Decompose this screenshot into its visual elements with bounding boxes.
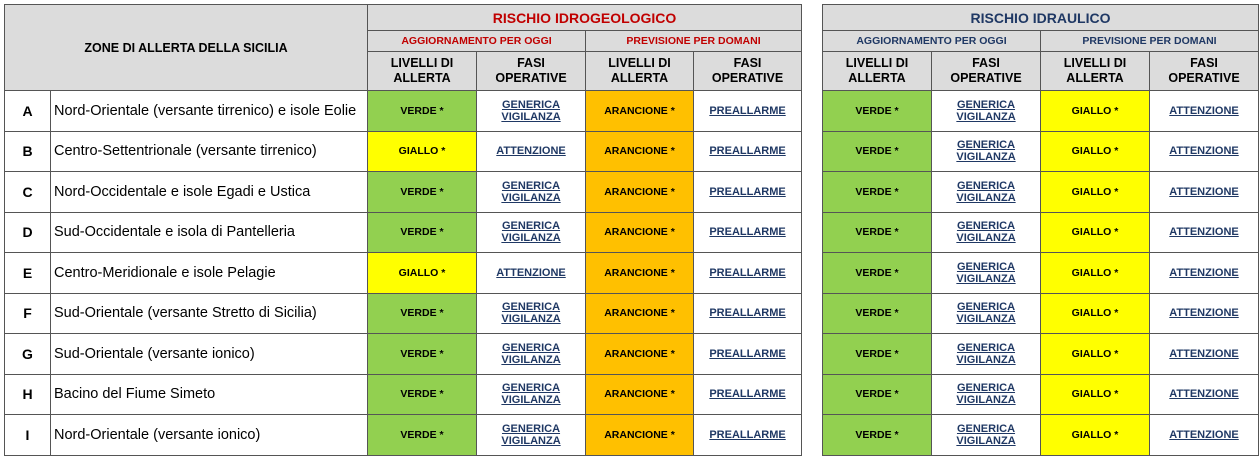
alert-level: ARANCIONE * xyxy=(586,91,694,132)
phase-line[interactable]: GENERICA xyxy=(501,382,561,395)
phase-line[interactable]: PREALLARME xyxy=(709,104,786,117)
alert-level: GIALLO * xyxy=(1041,212,1150,253)
phase-line[interactable]: GENERICA xyxy=(956,260,1016,273)
phase-line[interactable]: ATTENZIONE xyxy=(1169,347,1239,360)
alert-level: GIALLO * xyxy=(1041,334,1150,375)
operative-phase-link[interactable] xyxy=(694,253,802,294)
alert-level: VERDE * xyxy=(368,212,477,253)
zone-name: Centro-Meridionale e isole Pelagie xyxy=(51,253,368,294)
idraulico-table xyxy=(822,4,1259,456)
alert-level: VERDE * xyxy=(823,91,932,132)
phase-line[interactable]: ATTENZIONE xyxy=(1169,307,1239,320)
alert-level: GIALLO * xyxy=(1041,131,1150,172)
phase-line[interactable]: GENERICA xyxy=(956,301,1016,314)
alert-level: ARANCIONE * xyxy=(586,172,694,213)
phase-line[interactable]: GENERICA xyxy=(501,301,561,314)
zone-letter: I xyxy=(5,415,51,456)
table-row xyxy=(5,293,802,334)
alert-level: ARANCIONE * xyxy=(586,131,694,172)
alert-level: ARANCIONE * xyxy=(586,293,694,334)
idra-title: RISCHIO IDRAULICO xyxy=(823,5,1259,31)
operative-phase-link[interactable] xyxy=(1150,172,1259,213)
operative-phase-link[interactable] xyxy=(1150,334,1259,375)
phase-line[interactable]: GENERICA xyxy=(501,341,561,354)
phase-line[interactable]: GENERICA xyxy=(956,98,1016,111)
table-row xyxy=(823,253,1259,294)
phase-line[interactable]: VIGILANZA xyxy=(501,110,561,123)
alert-level: ARANCIONE * xyxy=(586,415,694,456)
phase-line[interactable]: GENERICA xyxy=(501,422,561,435)
zone-name: Sud-Occidentale e isola di Pantelleria xyxy=(51,212,368,253)
operative-phase-link[interactable] xyxy=(1150,91,1259,132)
table-row xyxy=(5,131,802,172)
zone-name: Nord-Occidentale e isole Egadi e Ustica xyxy=(51,172,368,213)
alert-level: VERDE * xyxy=(823,253,932,294)
phase-line[interactable]: PREALLARME xyxy=(709,347,786,360)
zone-name: Nord-Orientale (versante ionico) xyxy=(51,415,368,456)
idro-today-header: AGGIORNAMENTO PER OGGI xyxy=(368,31,586,52)
phase-line[interactable]: VIGILANZA xyxy=(956,313,1016,326)
idro-tomorrow-livelli-header: LIVELLI DI ALLERTA xyxy=(586,52,694,91)
operative-phase-link[interactable] xyxy=(932,172,1041,213)
phase-line[interactable]: ATTENZIONE xyxy=(1169,104,1239,117)
zone-letter: F xyxy=(5,293,51,334)
phase-line[interactable]: ATTENZIONE xyxy=(1169,145,1239,158)
alert-level: VERDE * xyxy=(368,91,477,132)
alert-level: VERDE * xyxy=(823,334,932,375)
alert-level: GIALLO * xyxy=(1041,415,1150,456)
alert-level: ARANCIONE * xyxy=(586,374,694,415)
phase-line[interactable]: VIGILANZA xyxy=(956,353,1016,366)
operative-phase-link[interactable] xyxy=(694,374,802,415)
phase-line[interactable]: ATTENZIONE xyxy=(1169,428,1239,441)
operative-phase-link[interactable] xyxy=(1150,415,1259,456)
alert-level: GIALLO * xyxy=(368,253,477,294)
zone-letter: H xyxy=(5,374,51,415)
zone-name: Sud-Orientale (versante ionico) xyxy=(51,334,368,375)
zone-header: ZONE DI ALLERTA DELLA SICILIA xyxy=(5,5,368,91)
operative-phase-link[interactable] xyxy=(932,415,1041,456)
zone-letter: G xyxy=(5,334,51,375)
idro-today-fasi-header: FASI OPERATIVE xyxy=(477,52,586,91)
phase-line[interactable]: VIGILANZA xyxy=(501,353,561,366)
phase-line[interactable]: VIGILANZA xyxy=(956,272,1016,285)
phase-line[interactable]: PREALLARME xyxy=(709,428,786,441)
operative-phase-link[interactable] xyxy=(477,91,586,132)
phase-line[interactable]: VIGILANZA xyxy=(956,191,1016,204)
idrogeologico-table xyxy=(4,4,802,456)
alert-level: VERDE * xyxy=(823,293,932,334)
operative-phase-link[interactable] xyxy=(477,212,586,253)
phase-line[interactable]: VIGILANZA xyxy=(501,434,561,447)
alert-level: VERDE * xyxy=(368,293,477,334)
operative-phase-link[interactable] xyxy=(1150,293,1259,334)
operative-phase-link[interactable] xyxy=(477,293,586,334)
table-row xyxy=(5,334,802,375)
phase-line[interactable]: VIGILANZA xyxy=(956,394,1016,407)
zone-letter: E xyxy=(5,253,51,294)
phase-line[interactable]: ATTENZIONE xyxy=(496,266,566,279)
zone-letter: A xyxy=(5,91,51,132)
operative-phase-link[interactable] xyxy=(932,293,1041,334)
operative-phase-link[interactable] xyxy=(477,415,586,456)
operative-phase-link[interactable] xyxy=(1150,374,1259,415)
phase-line[interactable]: PREALLARME xyxy=(709,145,786,158)
alert-level: ARANCIONE * xyxy=(586,212,694,253)
alert-level: VERDE * xyxy=(368,334,477,375)
alert-level: GIALLO * xyxy=(1041,374,1150,415)
operative-phase-link[interactable] xyxy=(694,172,802,213)
alert-level: VERDE * xyxy=(823,172,932,213)
zone-name: Bacino del Fiume Simeto xyxy=(51,374,368,415)
table-row xyxy=(823,374,1259,415)
alert-level: ARANCIONE * xyxy=(586,253,694,294)
alert-level: VERDE * xyxy=(368,374,477,415)
operative-phase-link[interactable] xyxy=(932,374,1041,415)
phase-line[interactable]: ATTENZIONE xyxy=(1169,388,1239,401)
idra-tomorrow-header: PREVISIONE PER DOMANI xyxy=(1041,31,1259,52)
idro-tomorrow-header: PREVISIONE PER DOMANI xyxy=(586,31,802,52)
table-row xyxy=(823,334,1259,375)
operative-phase-link[interactable] xyxy=(694,212,802,253)
idro-tomorrow-fasi-header: FASI OPERATIVE xyxy=(694,52,802,91)
operative-phase-link[interactable] xyxy=(477,131,586,172)
phase-line[interactable]: GENERICA xyxy=(956,179,1016,192)
phase-line[interactable]: ATTENZIONE xyxy=(1169,185,1239,198)
phase-line[interactable]: GENERICA xyxy=(956,422,1016,435)
alert-level: VERDE * xyxy=(368,415,477,456)
phase-line[interactable]: ATTENZIONE xyxy=(496,145,566,158)
table-row xyxy=(823,415,1259,456)
operative-phase-link[interactable] xyxy=(932,253,1041,294)
table-row xyxy=(823,91,1259,132)
alert-level: VERDE * xyxy=(823,131,932,172)
alert-level: GIALLO * xyxy=(1041,172,1150,213)
idra-today-fasi-header: FASI OPERATIVE xyxy=(932,52,1041,91)
alert-level: GIALLO * xyxy=(368,131,477,172)
idra-tomorrow-fasi-header: FASI OPERATIVE xyxy=(1150,52,1259,91)
operative-phase-link[interactable] xyxy=(694,131,802,172)
phase-line[interactable]: GENERICA xyxy=(501,220,561,233)
zone-letter: D xyxy=(5,212,51,253)
zone-name: Centro-Settentrionale (versante tirrenico) xyxy=(51,131,368,172)
operative-phase-link[interactable] xyxy=(477,374,586,415)
operative-phase-link[interactable] xyxy=(477,172,586,213)
table-row xyxy=(5,374,802,415)
table-row xyxy=(5,91,802,132)
alert-level: VERDE * xyxy=(823,415,932,456)
operative-phase-link[interactable] xyxy=(1150,212,1259,253)
operative-phase-link[interactable] xyxy=(932,131,1041,172)
operative-phase-link[interactable] xyxy=(694,415,802,456)
phase-line[interactable]: PREALLARME xyxy=(709,185,786,198)
table-row xyxy=(5,253,802,294)
operative-phase-link[interactable] xyxy=(694,293,802,334)
phase-line[interactable]: VIGILANZA xyxy=(956,232,1016,245)
idra-today-header: AGGIORNAMENTO PER OGGI xyxy=(823,31,1041,52)
operative-phase-link[interactable] xyxy=(1150,131,1259,172)
zone-letter: B xyxy=(5,131,51,172)
phase-line[interactable]: GENERICA xyxy=(501,98,561,111)
alert-level: GIALLO * xyxy=(1041,293,1150,334)
operative-phase-link[interactable] xyxy=(932,91,1041,132)
phase-line[interactable]: ATTENZIONE xyxy=(1169,266,1239,279)
zone-name: Nord-Orientale (versante tirrenico) e isole Eolie xyxy=(51,91,368,132)
operative-phase-link[interactable] xyxy=(1150,253,1259,294)
operative-phase-link[interactable] xyxy=(477,253,586,294)
phase-line[interactable]: VIGILANZA xyxy=(956,151,1016,164)
phase-line[interactable]: VIGILANZA xyxy=(501,191,561,204)
phase-line[interactable]: GENERICA xyxy=(956,220,1016,233)
phase-line[interactable]: VIGILANZA xyxy=(501,313,561,326)
table-row xyxy=(5,172,802,213)
operative-phase-link[interactable] xyxy=(477,334,586,375)
zone-letter: C xyxy=(5,172,51,213)
operative-phase-link[interactable] xyxy=(932,334,1041,375)
phase-line[interactable]: VIGILANZA xyxy=(956,110,1016,123)
table-row xyxy=(823,172,1259,213)
table-row xyxy=(823,131,1259,172)
phase-line[interactable]: PREALLARME xyxy=(709,226,786,239)
idro-today-livelli-header: LIVELLI DI ALLERTA xyxy=(368,52,477,91)
alert-level: GIALLO * xyxy=(1041,91,1150,132)
phase-line[interactable]: GENERICA xyxy=(956,139,1016,152)
alert-level: VERDE * xyxy=(823,212,932,253)
alert-level: VERDE * xyxy=(368,172,477,213)
table-row xyxy=(823,212,1259,253)
alert-level: ARANCIONE * xyxy=(586,334,694,375)
operative-phase-link[interactable] xyxy=(694,334,802,375)
table-row xyxy=(823,293,1259,334)
alert-level: GIALLO * xyxy=(1041,253,1150,294)
phase-line[interactable]: GENERICA xyxy=(501,179,561,192)
phase-line[interactable]: VIGILANZA xyxy=(501,394,561,407)
idra-tomorrow-livelli-header: LIVELLI DI ALLERTA xyxy=(1041,52,1150,91)
alert-level: VERDE * xyxy=(823,374,932,415)
operative-phase-link[interactable] xyxy=(932,212,1041,253)
phase-line[interactable]: PREALLARME xyxy=(709,307,786,320)
table-row xyxy=(5,415,802,456)
idra-today-livelli-header: LIVELLI DI ALLERTA xyxy=(823,52,932,91)
phase-line[interactable]: GENERICA xyxy=(956,382,1016,395)
phase-line[interactable]: PREALLARME xyxy=(709,266,786,279)
operative-phase-link[interactable] xyxy=(694,91,802,132)
phase-line[interactable]: VIGILANZA xyxy=(501,232,561,245)
phase-line[interactable]: GENERICA xyxy=(956,341,1016,354)
idro-title: RISCHIO IDROGEOLOGICO xyxy=(368,5,802,31)
phase-line[interactable]: VIGILANZA xyxy=(956,434,1016,447)
phase-line[interactable]: PREALLARME xyxy=(709,388,786,401)
phase-line[interactable]: ATTENZIONE xyxy=(1169,226,1239,239)
table-row xyxy=(5,212,802,253)
zone-name: Sud-Orientale (versante Stretto di Sicilia) xyxy=(51,293,368,334)
